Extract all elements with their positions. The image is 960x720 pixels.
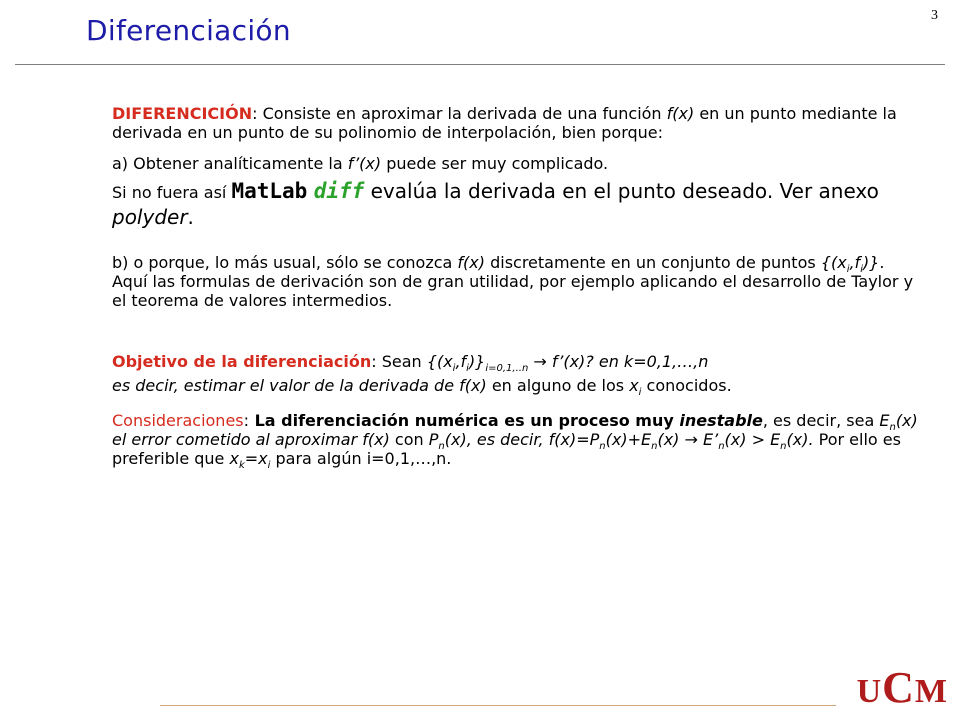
reason-a-paragraph: a) Obtener analíticamente la f’(x) puede ser muy complicado. [112, 154, 609, 173]
objective-term: Objetivo de la diferenciación [112, 352, 372, 371]
objective-paragraph: Objetivo de la diferenciación: Sean $\{(x_i,f_i)\}_{i=0,1,..n}$ → f’(x)? en k=0,1,…,n [112, 352, 709, 375]
polyder-command: polyder [112, 205, 188, 229]
reason-b-paragraph: b) o porque, lo más usual, sólo se conozca f(x) discretamente en un conjunto de puntos $\{(x_i,f_i)\}$. Aquí las formulas de derivación son de gran utilidad, por ejemplo aplicando el desarrollo de Taylor y el teorema de valores intermedios. [112, 253, 914, 310]
objective-formula: $\{(x_i,f_i)\}_{i=0,1,..n}$ → f’(x)? en k=0,1,…,n [426, 352, 709, 375]
matlab-label: MatLab [231, 179, 308, 203]
definition-term: DIFERENCICIÓN [112, 104, 253, 123]
ucm-logo: UCM [856, 663, 948, 712]
considerations-term: Consideraciones [112, 411, 244, 430]
diff-command: diff [313, 179, 365, 203]
considerations-paragraph: Consideraciones: La diferenciación numérica es un proceso muy inestable, es decir, sea $E_n(x)$ el error cometido al aproximar f(x) con $P_n(x)$, es decir, $f(x)=P_n(x)+E_n(x)$ → $E’_n(x) > E_n(x)$. Por ello es preferible que $x_k=x_i$ para algún i=0,1,…,n. [112, 411, 918, 472]
definition-paragraph: DIFERENCICIÓN: Consiste en aproximar la derivada de una función f(x) en un punto mediante la derivada en un punto de su polinomio de interpolación, bien porque: [112, 104, 897, 142]
point-set: $\{(x_i,f_i)\}$ [820, 253, 880, 276]
objective-detail-paragraph: es decir, estimar el valor de la derivada de f(x) en alguno de los $x_i$ conocidos. [112, 376, 732, 399]
error-relation: $f(x)=P_n(x)+E_n(x)$ → $E’_n(x) > E_n(x)$. [548, 430, 814, 453]
header-divider [15, 64, 945, 65]
page-number: 3 [931, 8, 938, 23]
matlab-note-paragraph: Si no fuera así MatLab diff evalúa la derivada en el punto deseado. Ver anexo polyder. [112, 179, 879, 229]
page-title: Diferenciación [86, 14, 291, 47]
slide-body [112, 104, 920, 472]
footer-divider [160, 705, 836, 706]
